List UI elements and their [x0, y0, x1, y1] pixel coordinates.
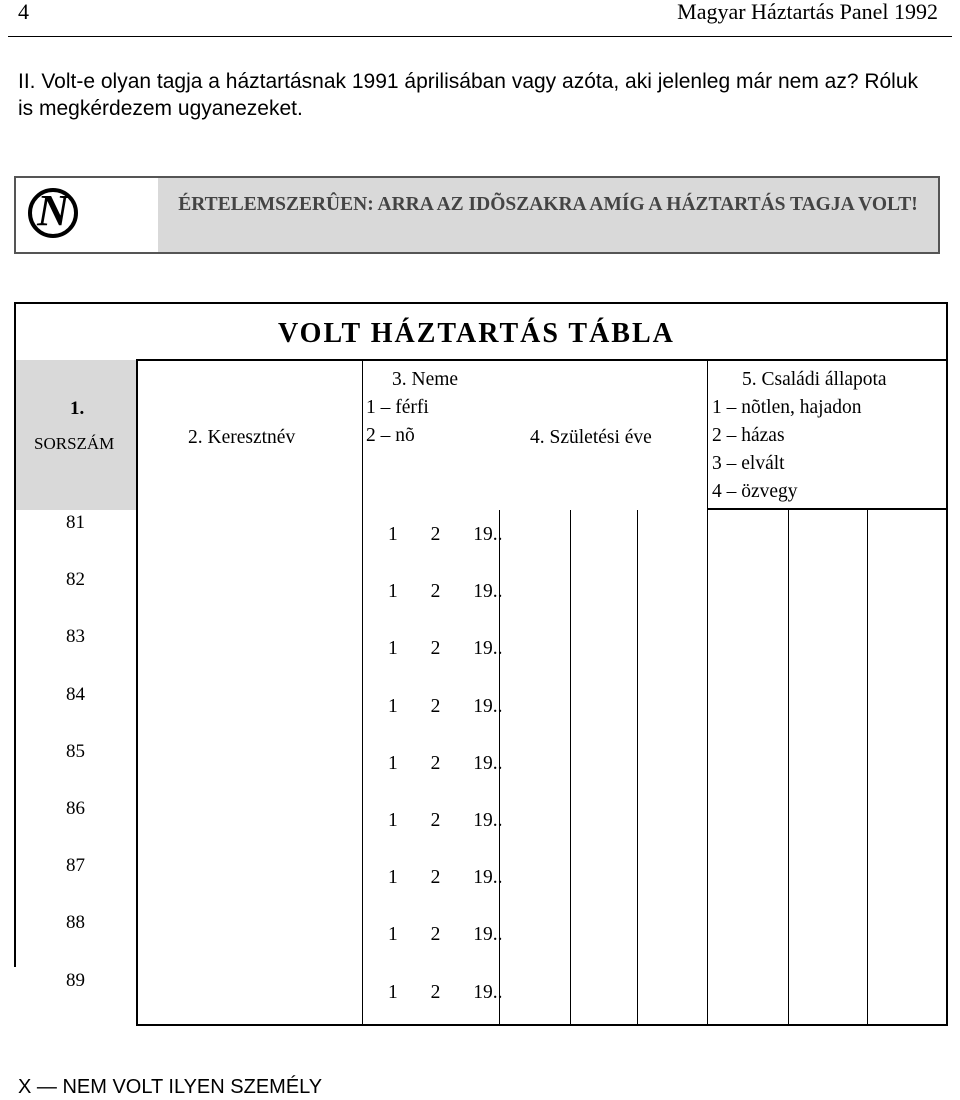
col-csaladi-opt2: 2 – házas	[712, 425, 785, 446]
instruction-text: ÉRTELEMSZERÛEN: ARRA AZ IDÕSZAKRA AMÍG A HÁZTARTÁS TAGJA VOLT!	[178, 194, 918, 215]
row-sex-birthyear: 1 2 19..	[388, 524, 503, 545]
col5-left-border	[707, 359, 708, 1025]
row-sex-birthyear: 1 2 19..	[388, 867, 503, 889]
col-csaladi-opt1: 1 – nõtlen, hajadon	[712, 397, 862, 418]
running-title: Magyar Háztartás Panel 1992	[677, 0, 938, 24]
col-keresztnev-header: 2. Keresztnév	[188, 427, 296, 448]
row-number: 86	[66, 798, 85, 819]
row-number: 81	[66, 512, 85, 533]
row-number: 88	[66, 912, 85, 934]
n-logo-icon: N	[28, 188, 78, 238]
col5-divider-b	[867, 510, 868, 1025]
row-number: 87	[66, 855, 85, 877]
table-bottom-border	[136, 1024, 948, 1026]
col4-divider-a	[570, 510, 571, 1025]
col4-divider-b	[637, 510, 638, 1025]
row-sex-birthyear: 1 2 19..	[388, 695, 503, 717]
row-sex-birthyear: 1 2 19..	[388, 638, 503, 660]
col-neme-opt2: 2 – nõ	[366, 425, 415, 446]
col5-divider-a	[788, 510, 789, 1025]
col-szuletesi-header: 4. Születési éve	[530, 427, 652, 448]
col1-border	[136, 359, 138, 1025]
row-sex-birthyear: 1 2 19..	[388, 924, 503, 946]
row-number: 82	[66, 569, 85, 591]
row-sex-birthyear: 1 2 19..	[388, 981, 503, 1003]
col-neme-title: 3. Neme	[392, 369, 459, 390]
row-number: 89	[66, 969, 85, 991]
row-number: 84	[66, 683, 85, 705]
row-number: 83	[66, 626, 85, 648]
col-neme-opt1: 1 – férfi	[366, 397, 429, 418]
col-sorszam-label: SORSZÁM	[34, 434, 115, 453]
row-sex-birthyear: 1 2 19..	[388, 810, 503, 831]
table-right-border	[946, 302, 948, 908]
footer-note: X — NEM VOLT ILYEN SZEMÉLY	[18, 1076, 323, 1098]
title-separator	[136, 359, 948, 361]
row-sex-birthyear: 1 2 19..	[388, 752, 503, 774]
question-text: II. Volt-e olyan tagja a háztartásnak 1991 áprilisában vagy azóta, aki jelenleg már nem az? Róluk is megkérdezem ugyanezeket.	[18, 70, 919, 120]
table-left-border	[14, 302, 16, 967]
row-sex-birthyear: 1 2 19..	[388, 581, 503, 603]
col-sorszam-number: 1.	[70, 398, 85, 419]
col3-left-border	[362, 359, 363, 1025]
table-title: VOLT HÁZTARTÁS TÁBLA	[278, 318, 675, 349]
col5-header-bottom	[707, 508, 948, 510]
table-right-border-lower	[946, 908, 948, 1025]
row-number: 85	[66, 740, 85, 762]
col-csaladi-opt3: 3 – elvált	[712, 453, 785, 474]
col-csaladi-opt4: 4 – özvegy	[712, 481, 798, 502]
col-csaladi-title: 5. Családi állapota	[742, 369, 887, 390]
page-number: 4	[18, 0, 29, 24]
